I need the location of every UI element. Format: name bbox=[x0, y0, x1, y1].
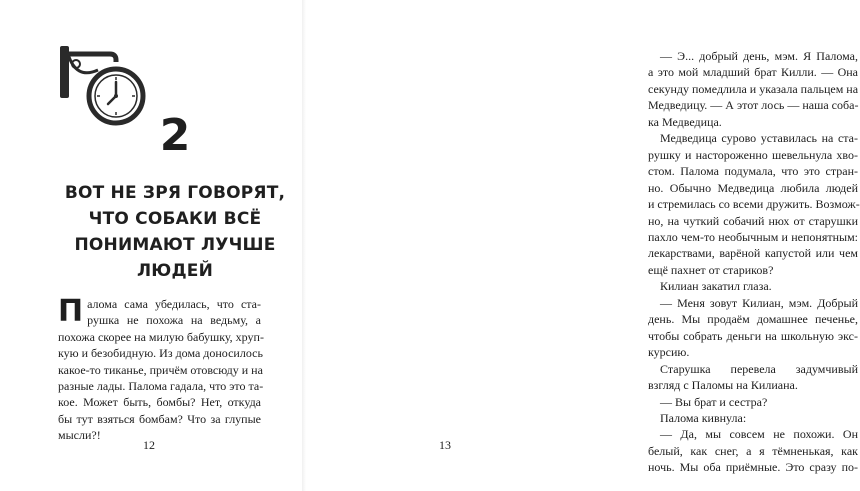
left-page-body bbox=[58, 294, 264, 444]
text-line: кое. Может быть, бомбы? Нет, откуда bbox=[58, 395, 261, 410]
text-line: но, на чуткий собачий нюх от старушки bbox=[648, 213, 858, 228]
left-page bbox=[0, 0, 304, 491]
text-line: ещё пахнет от стариков? bbox=[648, 262, 774, 277]
drop-cap: П bbox=[58, 294, 84, 329]
text-line: и стремилась со всеми дружить. Возмож- bbox=[648, 197, 860, 212]
text-line: похожа скорее на милую бабушку, хруп- bbox=[58, 329, 264, 344]
right-page bbox=[304, 0, 860, 491]
text-line: пахло чем-то необычным и непонятным: bbox=[648, 229, 858, 244]
text-line: а это мой младший брат Килли. — Она bbox=[648, 65, 858, 80]
text-line: рушка не похожа на ведьму, а bbox=[87, 313, 261, 328]
text-line: Старушка перевела задумчивый bbox=[660, 361, 858, 376]
text-line: курсию. bbox=[648, 345, 690, 360]
text-line: — Э... добрый день, мэм. Я Палома, bbox=[660, 49, 858, 63]
text-line: но. Обычно Медведица любила людей bbox=[648, 180, 858, 195]
text-line: лекарствами, варёной капустой или чем bbox=[648, 246, 858, 261]
text-line: чтобы собрать деньги на школьную экс- bbox=[648, 328, 858, 343]
chapter-title-line: ВОТ НЕ ЗРЯ ГОВОРЯТ, bbox=[64, 183, 286, 203]
right-page-body bbox=[648, 48, 858, 476]
text-line: взгляд с Паломы на Килиана. bbox=[648, 378, 798, 393]
text-line: ка Медведица. bbox=[648, 114, 722, 129]
text-line: секунду помедлила и указала пальцем на bbox=[648, 81, 859, 96]
text-line: разные лады. Палома гадала, что это та- bbox=[58, 379, 264, 394]
chapter-title-line: ПОНИМАЮТ ЛУЧШЕ bbox=[74, 235, 276, 255]
text-line: стом. Палома подумала, что это стран- bbox=[648, 164, 858, 179]
text-line: — Да, мы совсем не похожи. Он bbox=[660, 427, 858, 442]
page-number-right: 13 bbox=[439, 438, 451, 452]
page-number-left: 12 bbox=[143, 438, 155, 452]
text-line: Палома кивнула: bbox=[660, 410, 747, 425]
chapter-title bbox=[40, 180, 310, 284]
text-line: мысли?! bbox=[58, 428, 101, 443]
opening-paragraph bbox=[58, 296, 261, 329]
text-line: белый, как снег, а я тёмненькая, как bbox=[648, 443, 858, 458]
text-line: Медведицу. — А этот лось — наша соба- bbox=[648, 98, 859, 113]
text-line: какое-то тиканье, причём отовсюду и на bbox=[58, 362, 263, 377]
text-line: — Меня зовут Килиан, мэм. Добрый bbox=[660, 295, 858, 310]
chapter-title-line: ЛЮДЕЙ bbox=[136, 261, 214, 281]
text-line: бы тут взяться бомбам? Что за глупые bbox=[58, 411, 261, 426]
chapter-number: 2 bbox=[159, 110, 191, 161]
text-line: кую и безобидную. Из дома доносилось bbox=[58, 346, 263, 361]
text-line: алома сама убедилась, что ста- bbox=[87, 297, 261, 311]
text-line: Килиан закатил глаза. bbox=[660, 279, 772, 294]
text-line: день. Мы продаём домашнее печенье, bbox=[648, 312, 858, 327]
text-line: рушку и настороженно шевельнула хво- bbox=[648, 147, 858, 162]
chapter-title-line: ЧТО СОБАКИ ВСЁ bbox=[88, 209, 262, 229]
text-line: Медведица сурово уставилась на ста- bbox=[660, 131, 858, 146]
text-line: — Вы брат и сестра? bbox=[660, 394, 768, 409]
text-line: ночь. Мы оба приёмные. Это сразу по- bbox=[648, 460, 858, 475]
